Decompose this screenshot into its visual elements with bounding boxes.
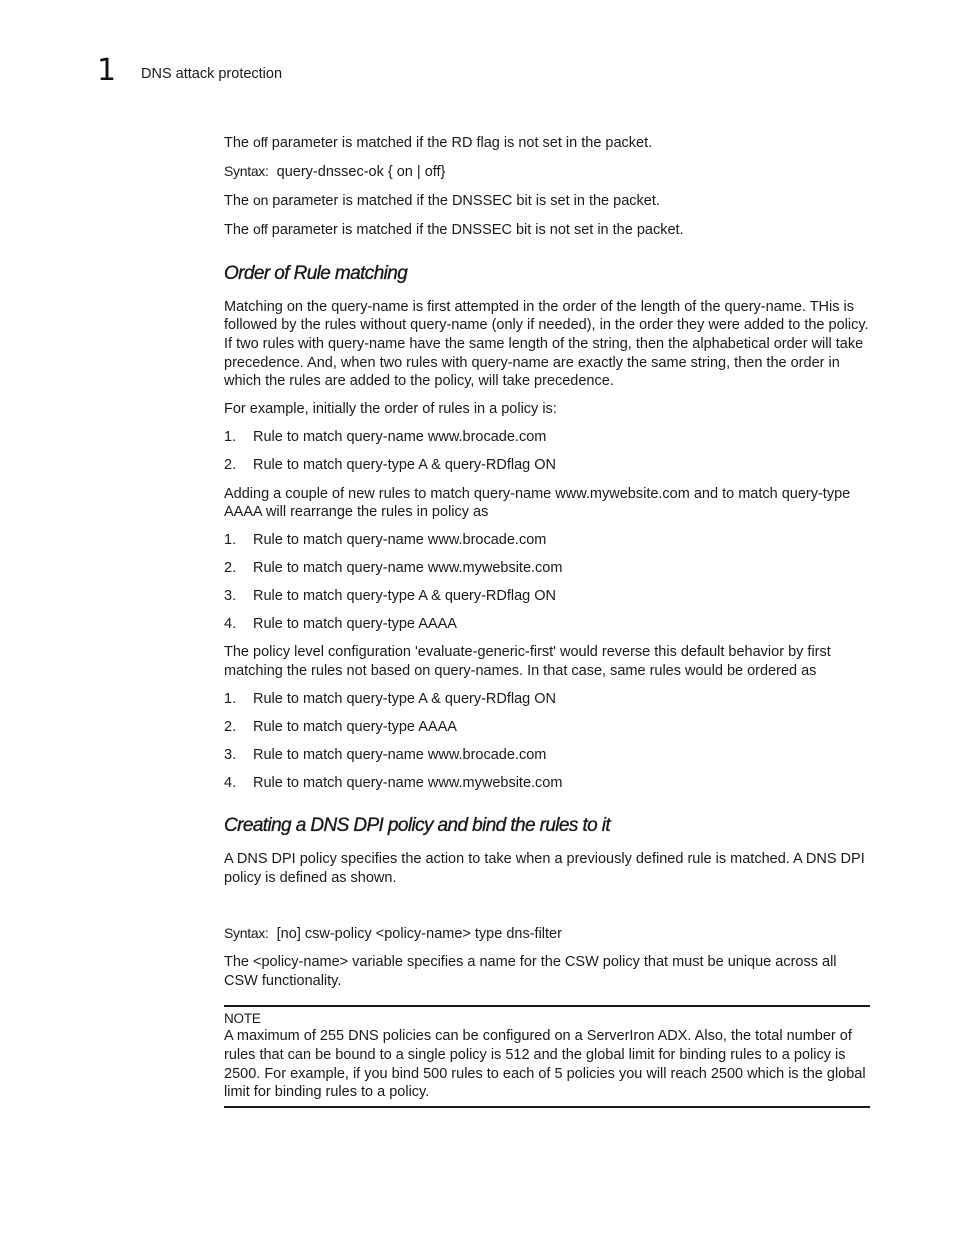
keyword-off: off	[253, 134, 268, 150]
note-label: NOTE	[224, 1011, 261, 1027]
section-heading-dns-dpi-policy: Creating a DNS DPI policy and bind the rules to it	[224, 815, 611, 837]
section-heading-rule-matching: Order of Rule matching	[224, 262, 408, 284]
paragraph-dnssec-on	[224, 191, 870, 211]
syntax-dnssec	[224, 162, 870, 182]
list-item	[224, 559, 870, 578]
paragraph-dnssec-off	[224, 220, 870, 240]
list-item	[224, 690, 870, 709]
list-rearranged-rules	[224, 531, 870, 634]
page-content	[224, 133, 870, 1108]
syntax-text: query-dnssec-ok { on | off}	[276, 164, 446, 181]
note-text: A maximum of 255 DNS policies can be configured on a ServerIron ADX. Also, the total number of rules that can be bound to a single policy is 512 and the global limit for binding rules to a policy is 2500. For example, if you bind 500 rules to each of 5 policies you will reach 2500 which is the global limit for binding rules to a policy.	[224, 1028, 866, 1101]
text: parameter is matched if the DNSSEC bit is not set in the packet.	[267, 222, 684, 239]
list-generic-first-rules	[224, 690, 870, 793]
list-item	[224, 718, 870, 737]
list-number: 1.	[224, 690, 237, 707]
list-text: Rule to match query-type AAAA	[253, 616, 457, 633]
paragraph-adding-rules: Adding a couple of new rules to match query-name www.mywebsite.com and to match query-type AAAA will rearrange the rules in policy as	[224, 485, 851, 521]
paragraph-matching-order: Matching on the query-name is first attempted in the order of the length of the query-name. THis is followed by the rules without query-name (only if needed), in the order they were added to the policy. If two rules with query-name have the same length of the string, then the alphabetical order will take precedence. And, when two rules with query-name are exactly the same string, then the order in which the rules are added to the policy, will take precedence.	[224, 298, 869, 390]
list-text: Rule to match query-name www.mywebsite.com	[253, 560, 563, 577]
paragraph-dpi-policy: A DNS DPI policy specifies the action to take when a previously defined rule is matched. A DNS DPI policy is defined as shown.	[224, 851, 865, 887]
list-number: 3.	[224, 746, 237, 763]
paragraph-policy-name-variable: The <policy-name> variable specifies a name for the CSW policy that must be unique across all CSW functionality.	[224, 954, 837, 989]
list-text: Rule to match query-type A & query-RDflag ON	[253, 588, 557, 605]
keyword-on: on	[253, 192, 269, 209]
list-item	[224, 428, 870, 447]
list-initial-rules	[224, 428, 870, 475]
spacer	[224, 897, 870, 924]
syntax-label: Syntax:	[224, 163, 269, 180]
paragraph-example-intro: For example, initially the order of rules in a policy is:	[224, 401, 557, 418]
list-number: 1.	[224, 532, 237, 549]
text: parameter is matched if the RD flag is not set in the packet.	[267, 135, 653, 151]
list-number: 3.	[224, 588, 237, 605]
list-text: Rule to match query-name www.brocade.com	[253, 746, 547, 763]
list-number: 2.	[224, 560, 237, 577]
list-item	[224, 774, 870, 793]
chapter-number: 1	[97, 53, 117, 88]
text: The	[224, 135, 254, 151]
list-number: 2.	[224, 718, 237, 735]
list-item	[224, 587, 870, 606]
running-header-title: DNS attack protection	[141, 66, 283, 82]
paragraph-rd-off	[224, 133, 870, 153]
keyword-off: off	[253, 221, 268, 238]
list-item	[224, 456, 870, 475]
list-text: Rule to match query-name www.brocade.com	[253, 532, 547, 549]
list-item	[224, 615, 870, 634]
list-number: 2.	[224, 457, 237, 474]
list-number: 1.	[224, 429, 237, 446]
list-number: 4.	[224, 774, 237, 791]
syntax-csw-policy	[224, 924, 870, 944]
text: The	[224, 222, 254, 239]
list-item	[224, 746, 870, 765]
syntax-label: Syntax:	[224, 925, 269, 942]
list-item	[224, 531, 870, 550]
list-text: Rule to match query-type A & query-RDflag ON	[253, 457, 557, 474]
text: parameter is matched if the DNSSEC bit is set in the packet.	[268, 193, 660, 210]
list-text: Rule to match query-type AAAA	[253, 718, 457, 735]
list-text: Rule to match query-type A & query-RDflag ON	[253, 690, 557, 707]
text: The	[224, 193, 254, 210]
list-text: Rule to match query-name www.mywebsite.com	[253, 774, 563, 791]
list-text: Rule to match query-name www.brocade.com	[253, 429, 547, 446]
list-number: 4.	[224, 616, 237, 633]
syntax-text: [no] csw-policy <policy-name> type dns-filter	[276, 926, 562, 943]
note-box	[224, 1005, 870, 1107]
paragraph-evaluate-generic-first: The policy level configuration 'evaluate-generic-first' would reverse this default behavior by first matching the rules not based on query-names. In that case, same rules would be ordered as	[224, 644, 831, 679]
